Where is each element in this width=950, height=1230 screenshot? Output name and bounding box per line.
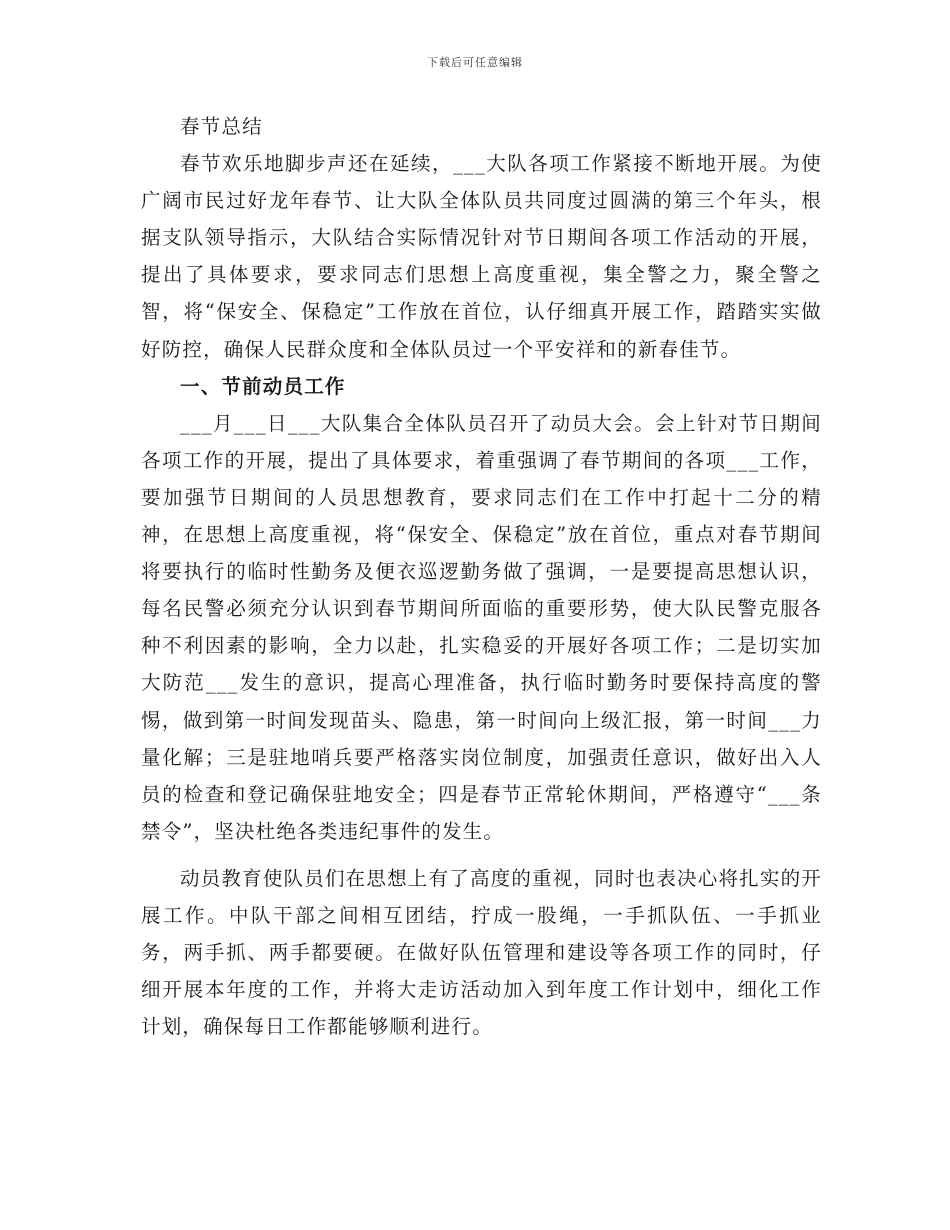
- section-heading: 一、节前动员工作: [180, 374, 346, 398]
- education-paragraph: 动员教育使队员们在思想上有了高度的重视，同时也表决心将扎实的开展工作。中队干部之间相互团结，拧成一股绳，一手抓队伍、一手抓业务，两手抓、两手都要硬。在做好队伍管理和建设等各项工作的同时，仔细开展本年度的工作，并将大走访活动加入到年度工作计划中，细化工作计划，确保每日工作都能够顺利进行。: [141, 866, 822, 1039]
- document-body: [141, 108, 822, 1045]
- page-header-note: 下载后可任意编辑: [427, 56, 523, 69]
- mobilization-paragraph: ___月___日___大队集合全体队员召开了动员大会。会上针对节日期间各项工作的开展，提出了具体要求，着重强调了春节期间的各项___工作，要加强节日期间的人员思想教育，要求同志们在工作中打起十二分的精神，在思想上高度重视，将“保安全、保稳定”放在首位，重点对春节期间将要执行的临时性勤务及便衣巡逻勤务做了强调，一是要提高思想认识，每名民警必须充分认识到春节期间所面临的重要形势，使大队民警克服各种不利因素的影响，全力以赴，扎实稳妥的开展好各项工作；二是切实加大防范___发生的意识，提高心理准备，执行临时勤务时要保持高度的警惕，做到第一时间发现苗头、隐患，第一时间向上级汇报，第一时间___力量化解；三是驻地哨兵要严格落实岗位制度，加强责任意识，做好出入人员的检查和登记确保驻地安全；四是春节正常轮休期间，严格遵守“___条禁令”，坚决杜绝各类违纪事件的发生。: [141, 411, 822, 843]
- document-title: 春节总结: [180, 115, 263, 138]
- intro-paragraph: 春节欢乐地脚步声还在延续，___大队各项工作紧接不断地开展。为使广阔市民过好龙年春节、让大队全体队员共同度过圆满的第三个年头，根据支队领导指示，大队结合实际情况针对节日期间各项工作活动的开展，提出了具体要求，要求同志们思想上高度重视，集全警之力，聚全警之智，将“保安全、保稳定”工作放在首位，认仔细真开展工作，踏踏实实做好防控，确保人民群众度和全体队员过一个平安祥和的新春佳节。: [141, 152, 822, 361]
